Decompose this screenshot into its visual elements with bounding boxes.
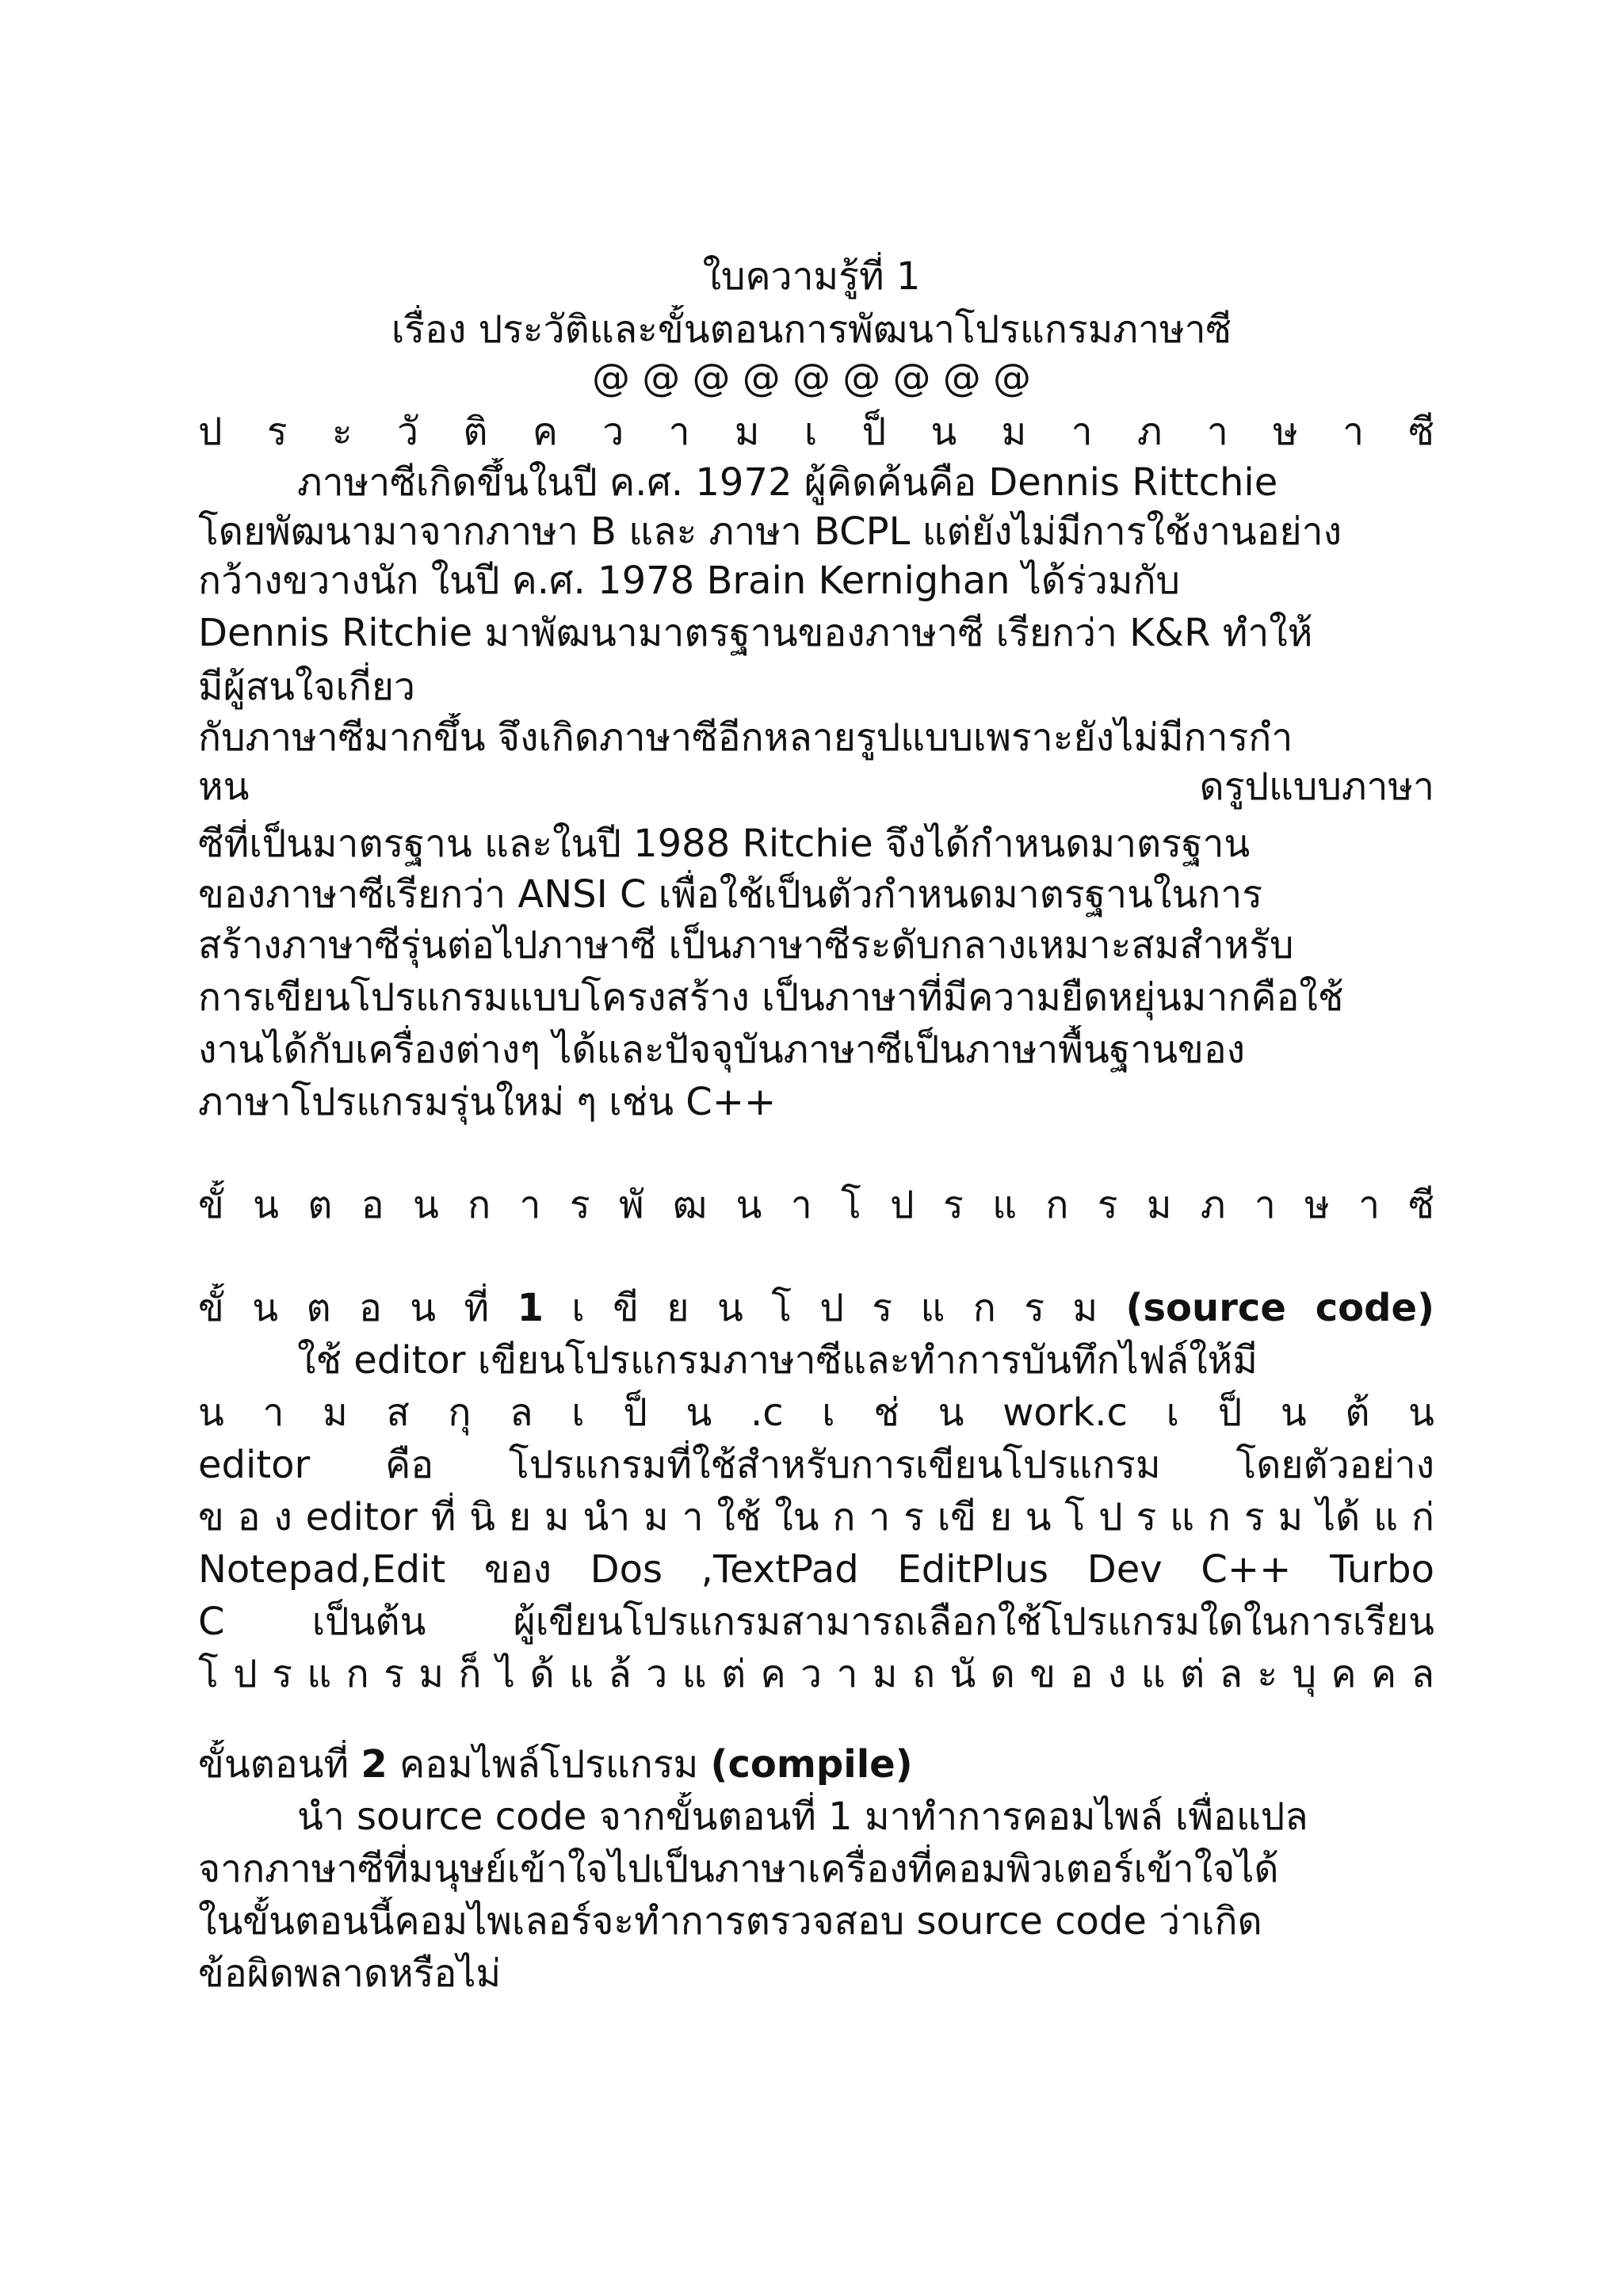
history-line: การเขียนโปรแกรมแบบโครงสร้าง เป็นภาษาที่มีความยืดหยุ่นมากคือใช้ — [198, 975, 1344, 1020]
title-divider — [0, 353, 1623, 402]
step2-heading-num: 2 — [361, 1742, 388, 1787]
step1-line: โ ป ร แ ก ร ม ก็ ไ ด้ แ ล้ ว แ ต่ ค ว า ม ถ นั ด ข อ ง แ ต่ ล ะ บุ ค ค ล — [198, 1652, 1434, 1696]
history-line: งานได้กับเครื่องต่างๆ ได้และปัจจุบันภาษาซีเป็นภาษาพื้นฐานของ — [198, 1028, 1246, 1072]
step2-line: จากภาษาซีที่มนุษย์เข้าใจไปเป็นภาษาเครื่องที่คอมพิวเตอร์เข้าใจได้ — [198, 1847, 1279, 1891]
document-title — [0, 252, 1623, 301]
history-line: กับภาษาซีมากขึ้น จึงเกิดภาษาซีอีกหลายรูปแบบเพราะยังไม่มีการกำ — [198, 715, 1293, 760]
history-line: ของภาษาซีเรียกว่า ANSI C เพื่อใช้เป็นตัวกำหนดมาตรฐานในการ — [198, 872, 1262, 917]
history-line: หน — [198, 765, 250, 809]
step1-line: น า ม ส กุ ล เ ป็ น .c เ ช่ น work.c เ ป็ น ต้ น — [198, 1390, 1434, 1435]
step1-line: C เป็นต้น ผู้เขียนโปรแกรมสามารถเลือกใช้โปรแกรมใดในการเรียน — [198, 1600, 1434, 1644]
step2-heading — [198, 1740, 1434, 1789]
development-heading: ขั้ น ต อ น ก า ร พั ฒ น า โ ป ร แ ก ร ม ภ า ษ า ซี — [198, 1183, 1434, 1227]
step2-line: นำ source code จากขั้นตอนที่ 1 มาทำการคอมไพล์ เพื่อแปล — [297, 1794, 1308, 1839]
step1-line: ใช้ editor เขียนโปรแกรมภาษาซีและทำการบันทึกไฟล์ให้มี — [297, 1338, 1258, 1383]
step2-heading-en: (compile) — [710, 1742, 913, 1787]
step1-heading-thai: ขั้ น ต อ น ที่ — [198, 1286, 490, 1330]
history-line: ภาษาซีเกิดขึ้นในปี ค.ศ. 1972 ผู้คิดค้นคือ Dennis Rittchie — [297, 460, 1278, 505]
title-line: ใบความรู้ที่ 1 — [702, 254, 921, 299]
history-line: ซีที่เป็นมาตรฐาน และในปี 1988 Ritchie จึงได้กำหนดมาตรฐาน — [198, 822, 1251, 866]
step1-heading-rest: เ ขี ย น โ ป ร แ ก ร ม — [571, 1286, 1098, 1330]
history-line: โดยพัฒนามาจากภาษา B และ ภาษา BCPL แต่ยังไม่มีการใช้งานอย่าง — [198, 509, 1342, 554]
step1-line: ข อ ง editor ที่ นิ ย ม นำ ม า ใช้ ใน ก า ร เขี ย น โ ป ร แ ก ร ม ได้ แ ก่ — [198, 1495, 1434, 1539]
step1-heading-en: (source code) — [1125, 1286, 1434, 1330]
step2-heading-rest: คอมไพล์โปรแกรม — [399, 1742, 699, 1787]
step2-line: ในขั้นตอนนี้คอมไพเลอร์จะทำการตรวจสอบ source code ว่าเกิด — [198, 1899, 1262, 1943]
step1-line: editor คือ โปรแกรมที่ใช้สำหรับการเขียนโปรแกรม โดยตัวอย่าง — [198, 1443, 1434, 1487]
history-line: Dennis Ritchie มาพัฒนามาตรฐานของภาษาซี เรียกว่า K&R ทำให้ — [198, 611, 1313, 655]
history-line: สร้างภาษาซีรุ่นต่อไปภาษาซี เป็นภาษาซีระดับกลางเหมาะสมสำหรับ — [198, 923, 1294, 967]
step1-line: Notepad,Edit ของ Dos ,TextPad EditPlus Dev C++ Turbo — [198, 1547, 1434, 1592]
step1-heading — [198, 1283, 1434, 1333]
history-line: กว้างขวางนัก ในปี ค.ศ. 1978 Brain Kernighan ได้ร่วมกับ — [198, 559, 1180, 603]
history-line: ภาษาโปรแกรมรุ่นใหม่ ๆ เช่น C++ — [198, 1080, 777, 1124]
history-line: มีผู้สนใจเกี่ยว — [198, 665, 415, 709]
subtitle-line: เรื่อง ประวัติและขั้นตอนการพัฒนาโปรแกรมภาษาซี — [391, 307, 1232, 352]
step2-heading-thai: ขั้นตอนที่ — [198, 1742, 349, 1787]
step2-line: ข้อผิดพลาดหรือไม่ — [198, 1951, 502, 1996]
history-heading: ป ร ะ วั ติ ค ว า ม เ ป็ น ม า ภ า ษ า ซี — [198, 410, 1434, 454]
divider-text: @ @ @ @ @ @ @ @ @ — [591, 356, 1032, 400]
step1-heading-num: 1 — [517, 1286, 544, 1330]
history-line: ดรูปแบบภาษา — [1199, 765, 1434, 809]
document-subtitle — [0, 305, 1623, 354]
